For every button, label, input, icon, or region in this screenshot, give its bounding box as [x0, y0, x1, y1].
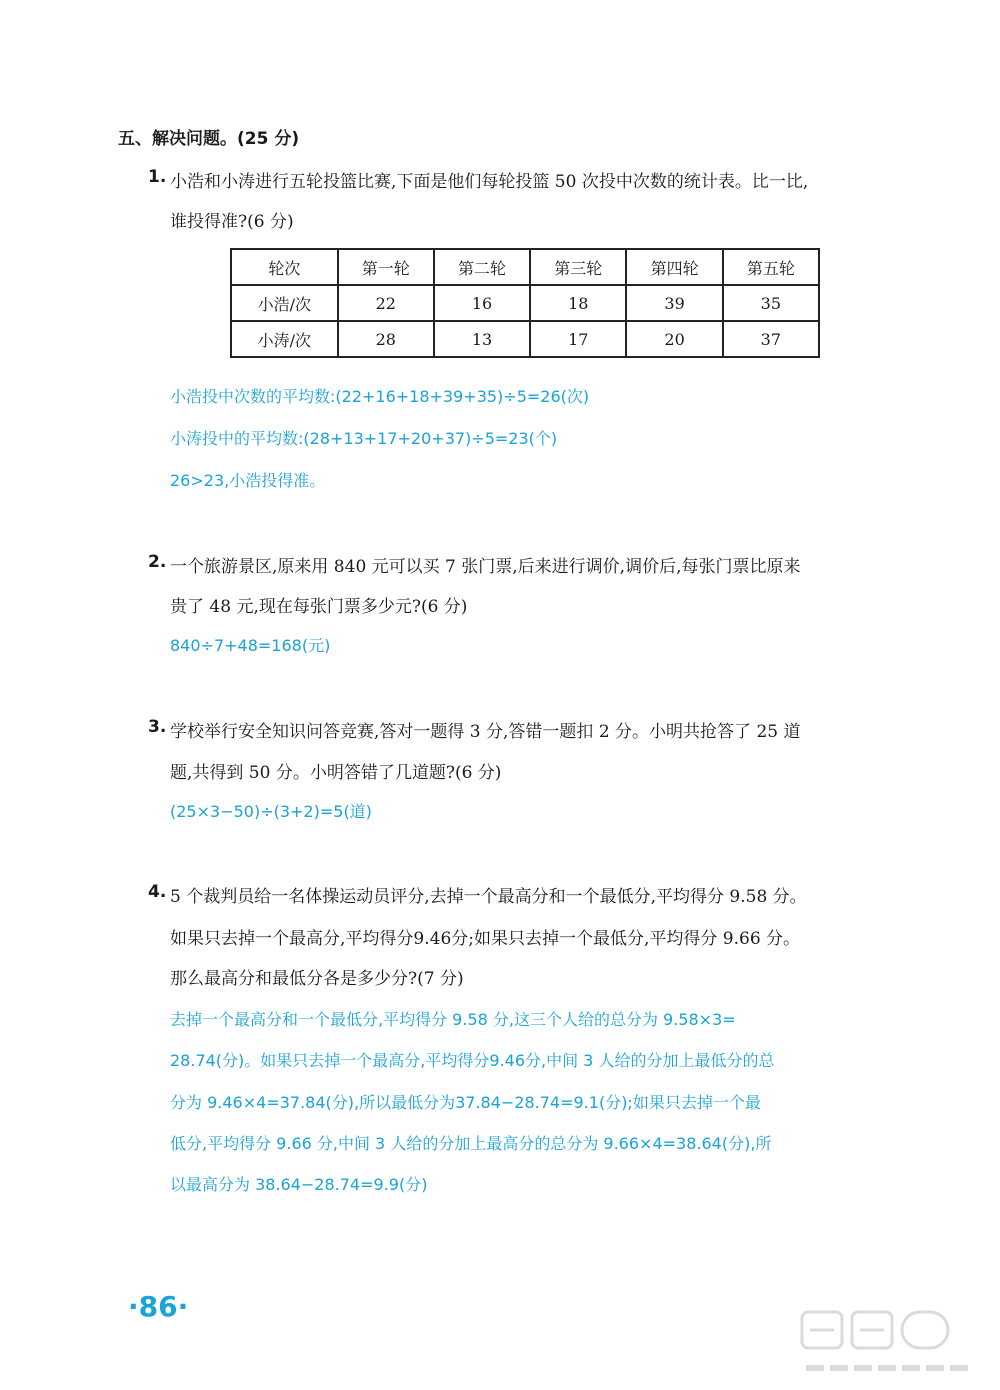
- table-cell: 28: [338, 321, 434, 357]
- question-3-line-1: 学校举行安全知识问答竞赛,答对一题得 3 分,答错一题扣 2 分。小明共抢答了 25 道: [170, 722, 801, 742]
- question-4-line-3: 那么最高分和最低分各是多少分?(7 分): [170, 969, 464, 989]
- question-3-number: 3.: [148, 717, 167, 737]
- table-cell: 18: [530, 285, 626, 321]
- question-4-answer-4: 低分,平均得分 9.66 分,中间 3 人给的分加上最高分的总分为 9.66×4=38.64(分),所: [170, 1134, 772, 1153]
- table-cell: 35: [723, 285, 819, 321]
- table-header-cell: 第二轮: [434, 249, 530, 285]
- question-2-answer: 840÷7+48=168(元): [170, 636, 331, 655]
- question-1-line-1: 小浩和小涛进行五轮投篮比赛,下面是他们每轮投篮 50 次投中次数的统计表。比一比,: [170, 172, 809, 192]
- table-header-cell: 第一轮: [338, 249, 434, 285]
- table-cell: 37: [723, 321, 819, 357]
- section-title: 五、解决问题。(25 分): [118, 129, 300, 149]
- table-cell: 13: [434, 321, 530, 357]
- question-1-line-2: 谁投得准?(6 分): [170, 212, 294, 232]
- question-1-answer-3: 26>23,小浩投得准。: [170, 471, 326, 490]
- question-4-answer-3: 分为 9.46×4=37.84(分),所以最低分为37.84−28.74=9.1(分);如果只去掉一个最: [170, 1093, 761, 1112]
- stats-table: [230, 248, 820, 358]
- question-3-line-2: 题,共得到 50 分。小明答错了几道题?(6 分): [170, 763, 502, 783]
- table-header-cell: 第三轮: [530, 249, 626, 285]
- table-header-row: [231, 249, 819, 285]
- table-header-cell: 轮次: [231, 249, 338, 285]
- table-cell: 39: [626, 285, 722, 321]
- question-2-line-2: 贵了 48 元,现在每张门票多少元?(6 分): [170, 597, 468, 617]
- question-1-number: 1.: [148, 167, 167, 187]
- table-cell: 小浩/次: [231, 285, 338, 321]
- table-row: [231, 321, 819, 357]
- question-4-number: 4.: [148, 882, 167, 902]
- table-cell: 小涛/次: [231, 321, 338, 357]
- table-header-cell: 第四轮: [626, 249, 722, 285]
- question-2-line-1: 一个旅游景区,原来用 840 元可以买 7 张门票,后来进行调价,调价后,每张门票比原来: [170, 557, 801, 577]
- question-2-number: 2.: [148, 552, 167, 572]
- question-4-answer-5: 以最高分为 38.64−28.74=9.9(分): [170, 1175, 428, 1194]
- question-3-answer: (25×3−50)÷(3+2)=5(道): [170, 802, 372, 821]
- table-cell: 16: [434, 285, 530, 321]
- question-4-line-1: 5 个裁判员给一名体操运动员评分,去掉一个最高分和一个最低分,平均得分 9.58 分。: [170, 887, 807, 907]
- page-number: ·86·: [128, 1290, 189, 1323]
- question-1-answer-1: 小浩投中次数的平均数:(22+16+18+39+35)÷5=26(次): [170, 387, 590, 406]
- table-header-cell: 第五轮: [723, 249, 819, 285]
- table-cell: 22: [338, 285, 434, 321]
- question-4-answer-1: 去掉一个最高分和一个最低分,平均得分 9.58 分,这三个人给的总分为 9.58×3=: [170, 1010, 736, 1029]
- watermark-logo-icon: [800, 1310, 980, 1380]
- table-row: [231, 285, 819, 321]
- table-cell: 20: [626, 321, 722, 357]
- table-cell: 17: [530, 321, 626, 357]
- question-1-answer-2: 小涛投中的平均数:(28+13+17+20+37)÷5=23(个): [170, 429, 558, 448]
- question-4-line-2: 如果只去掉一个最高分,平均得分9.46分;如果只去掉一个最低分,平均得分 9.66 分。: [170, 929, 801, 949]
- question-4-answer-2: 28.74(分)。如果只去掉一个最高分,平均得分9.46分,中间 3 人给的分加上最低分的总: [170, 1051, 775, 1070]
